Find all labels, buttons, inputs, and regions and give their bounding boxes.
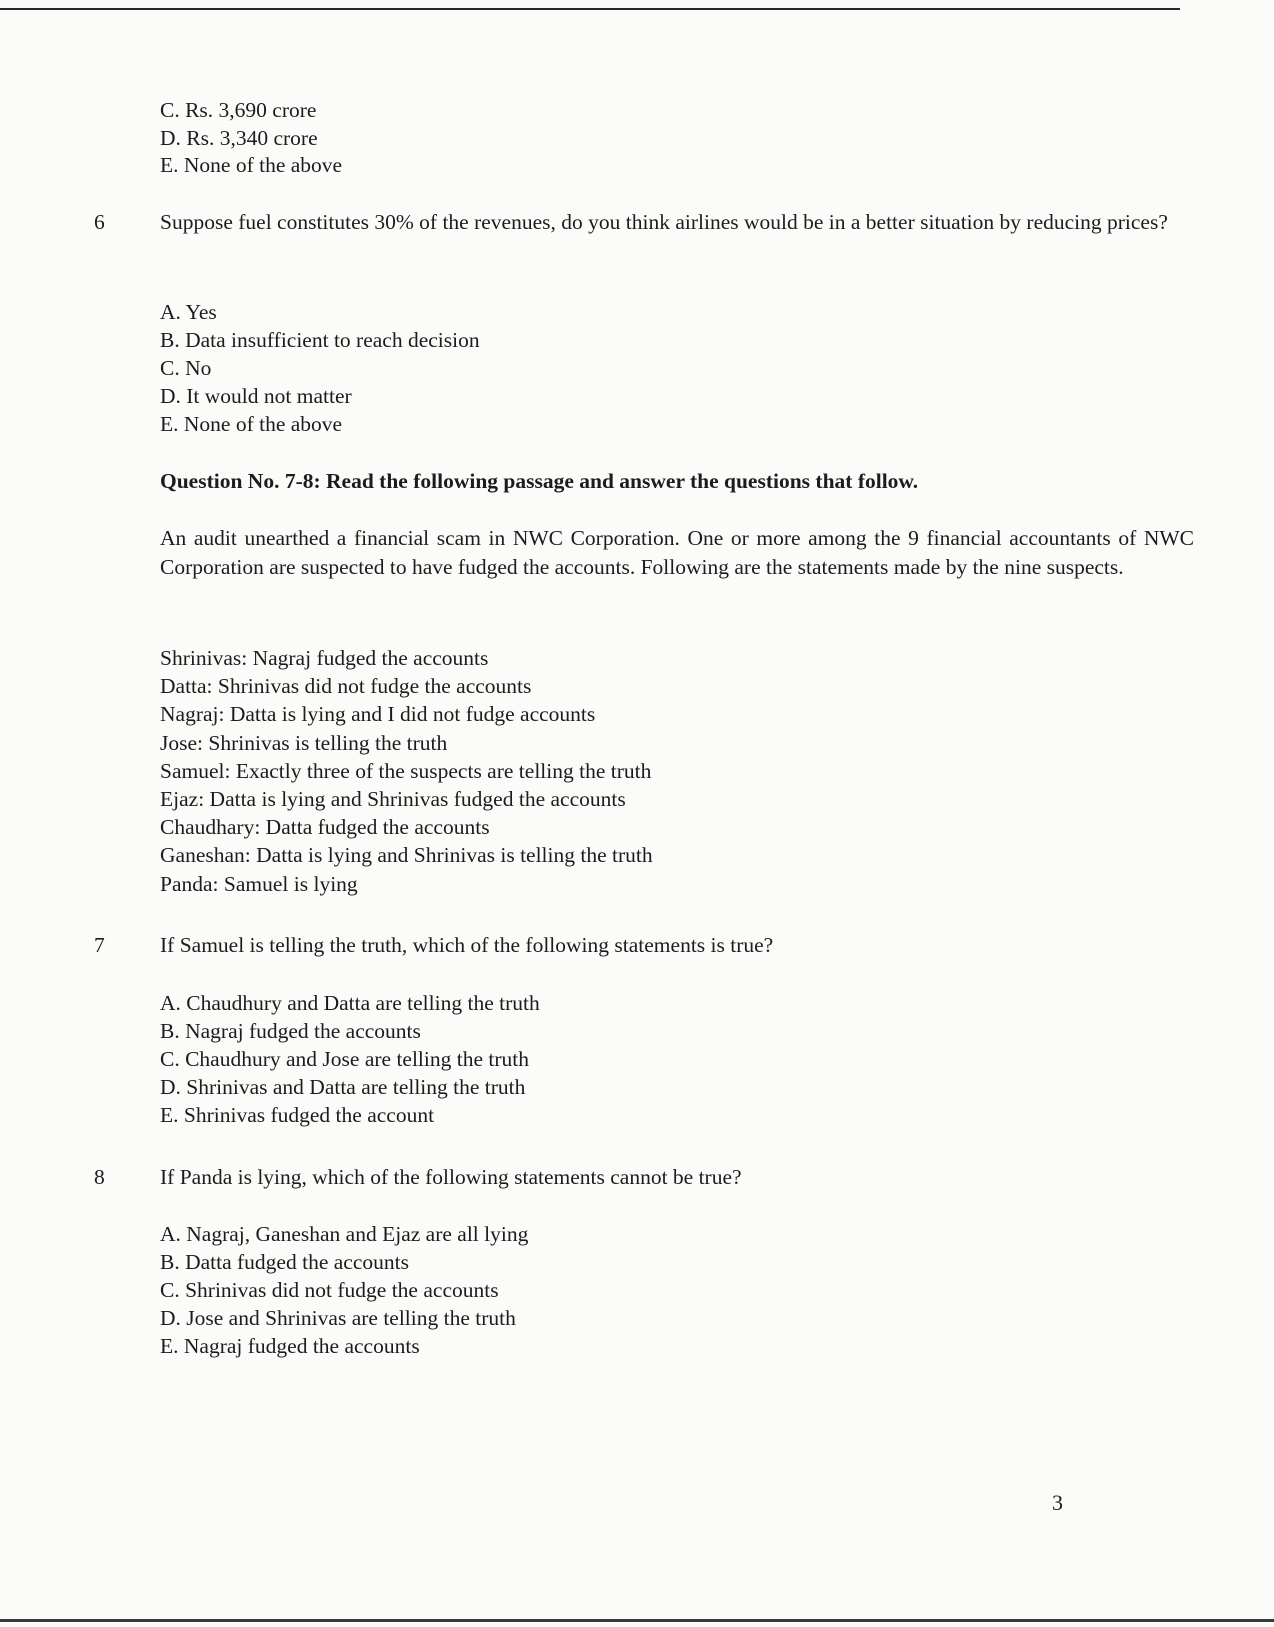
statement-item: Nagraj: Datta is lying and I did not fudge accounts: [160, 702, 596, 727]
q8-option-a: A. Nagraj, Ganeshan and Ejaz are all lying: [160, 1222, 529, 1246]
q8-option-b: B. Datta fudged the accounts: [160, 1250, 409, 1274]
q7-number: 7: [94, 933, 105, 957]
q6-option-e: E. None of the above: [160, 412, 343, 436]
q7-option-c: C. Chaudhury and Jose are telling the truth: [160, 1047, 530, 1071]
q5-option-c: C. Rs. 3,690 crore: [160, 98, 317, 122]
statement-item: Ejaz: Datta is lying and Shrinivas fudged the accounts: [160, 787, 626, 812]
q6-number: 6: [94, 210, 105, 234]
q8-option-d: D. Jose and Shrinivas are telling the truth: [160, 1306, 516, 1330]
q7-option-a: A. Chaudhury and Datta are telling the truth: [160, 991, 540, 1015]
statement-list: [160, 644, 653, 898]
section-heading: Question No. 7-8: Read the following passage and answer the questions that follow.: [160, 469, 919, 493]
statement-item: Shrinivas: Nagraj fudged the accounts: [160, 646, 489, 670]
q7-option-b: B. Nagraj fudged the accounts: [160, 1019, 421, 1043]
top-rule: [0, 8, 1180, 10]
q8-text: If Panda is lying, which of the following statements cannot be true?: [160, 1165, 742, 1189]
q5-option-e: E. None of the above: [160, 153, 343, 177]
q8-option-e: E. Nagraj fudged the accounts: [160, 1334, 420, 1358]
q7-option-d: D. Shrinivas and Datta are telling the truth: [160, 1075, 526, 1099]
statement-item: Samuel: Exactly three of the suspects are telling the truth: [160, 758, 652, 783]
q8-option-c: C. Shrinivas did not fudge the accounts: [160, 1278, 499, 1302]
bottom-rule: [0, 1619, 1274, 1622]
passage: An audit unearthed a financial scam in NWC Corporation. One or more among the 9 financial accountants of NWC Corporation are suspected to have fudged the accounts. Following are the statements made by the nine suspects.: [160, 526, 1194, 579]
q7-text: If Samuel is telling the truth, which of the following statements is true?: [160, 933, 774, 957]
q5-option-d: D. Rs. 3,340 crore: [160, 126, 318, 150]
q8-number: 8: [94, 1165, 105, 1189]
statement-item: Datta: Shrinivas did not fudge the accounts: [160, 674, 532, 699]
q6-option-c: C. No: [160, 356, 212, 380]
q6-option-a: A. Yes: [160, 300, 217, 324]
statement-item: Panda: Samuel is lying: [160, 871, 358, 896]
statement-item: Chaudhary: Datta fudged the accounts: [160, 815, 490, 840]
statement-item: Jose: Shrinivas is telling the truth: [160, 730, 448, 755]
q6-option-b: B. Data insufficient to reach decision: [160, 328, 480, 352]
statement-item: Ganeshan: Datta is lying and Shrinivas is telling the truth: [160, 843, 653, 868]
q6-text: Suppose fuel constitutes 30% of the revenues, do you think airlines would be in a better situation by reducing prices?: [160, 210, 1168, 234]
q6-option-d: D. It would not matter: [160, 384, 352, 408]
q7-option-e: E. Shrinivas fudged the account: [160, 1103, 435, 1127]
page-number: 3: [1052, 1490, 1063, 1515]
